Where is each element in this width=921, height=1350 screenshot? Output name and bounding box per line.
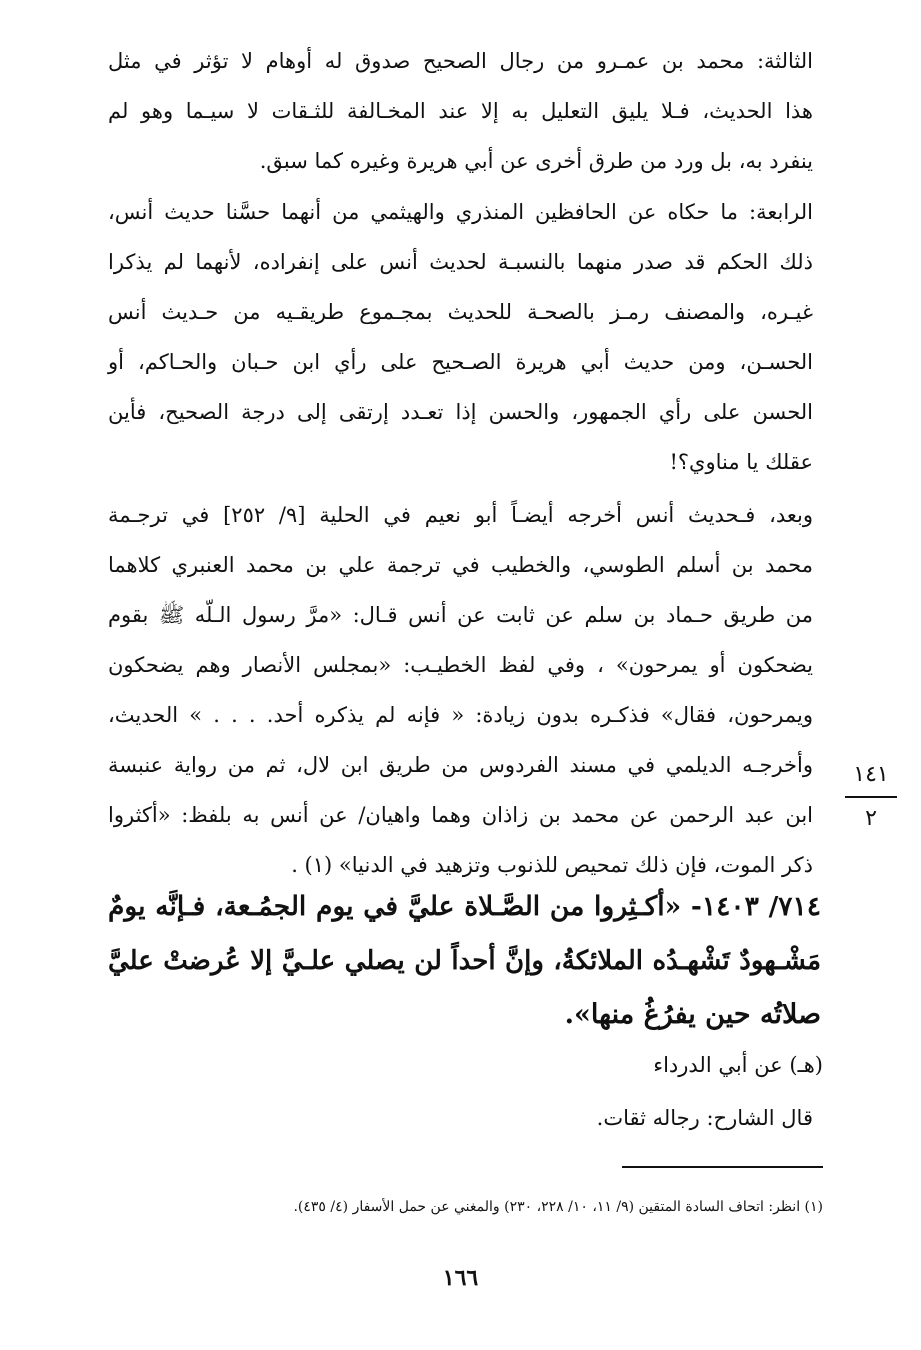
text-line: وبعد، فـحديث أنس أخرجه أيضـاً أبو نعيم في الحلية [٩/ ٢٥٢] في ترجـمة [108, 503, 813, 527]
text-line: الثالثة: محمد بن عمـرو من رجال الصحيح صدوق له أوهام لا تؤثر في مثل [108, 49, 813, 73]
footnote-divider [622, 1166, 823, 1168]
paragraph-additional-narrations [108, 490, 813, 890]
commentator-note: قال الشارح: رجاله ثقات. [596, 1106, 813, 1130]
text-line: ويمرحون، فقال» فذكـره بدون زيادة: « فإنه لم يذكره أحد. . . . » الحديث، [108, 703, 813, 727]
text-line: الحسن على رأي الجمهور، والحسن إذا تعـدد إرتقى إلى درجة الصحيح، فأين [108, 400, 813, 424]
text-line: وأخرجـه الديلمي في مسند الفردوس من طريق ابن لال، ثم من رواية عنبسة [108, 753, 813, 777]
text-line: ابن عبد الرحمن عن محمد بن زاذان وهما واهيان/ عن أنس به بلفظ: «أكثروا [108, 803, 813, 827]
hadith-line: مَشْـهودٌ تَشْهـدُه الملائكةُ، وإنَّ أحداً لن يصلي علـيَّ إلا عُرضتْ عليَّ [108, 946, 821, 976]
hadith-text [108, 880, 821, 1042]
text-line: ينفرد به، بل ورد من طرق أخرى عن أبي هريرة وغيره كما سبق. [259, 149, 813, 173]
footnote: (١) انظر: اتحاف السادة المتقين (٩/ ١١، ١٠/ ٢٢٨، ٢٣٠) والمغني عن حمل الأسفار (٤/ ٤٣٥). [293, 1199, 823, 1215]
text-line: الحسـن، ومن حديث أبي هريرة الصـحيح على رأي ابن حـبان والحـاكم، أو [108, 350, 813, 374]
text-line: محمد بن أسلم الطوسي، والخطيب في ترجمة علي بن محمد العنبري كلاهما [108, 553, 813, 577]
text-line: الرابعة: ما حكاه عن الحافظين المنذري والهيثمي من أنهما حسَّنا حديث أنس، [108, 200, 813, 224]
margin-reference-top: ١٤١ [853, 762, 889, 787]
text-line: غيـره، والمصنف رمـز بالصحـة للحديث بمجـموع طريقـيه من حـديث أنس [108, 300, 813, 324]
text-line: ذكر الموت، فإن ذلك تمحيص للذنوب وتزهيد في الدنيا» (١) . [291, 853, 813, 877]
hadith-line: ٧١٤/ ١٤٠٣- «أكـثِروا من الصَّـلاة عليَّ في يوم الجمُـعة، فـإنَّه يومٌ [108, 891, 821, 922]
text-line: ذلك الحكم قد صدر منهما بالنسبـة لحديث أنس على إنفراده، لأنهما لم يذكرا [108, 250, 813, 274]
hadith-source: (هـ) عن أبي الدرداء [653, 1053, 823, 1077]
margin-reference-divider [845, 796, 897, 798]
text-line: من طريق حـماد بن سلم عن ثابت عن أنس قـال: «مرَّ رسول الـلّه ﷺ بقوم [108, 603, 813, 627]
paragraph-third-point [108, 36, 813, 186]
margin-reference [845, 758, 897, 836]
hadith-line: صلاتُه حين يفرُغُ منها». [564, 999, 821, 1030]
paragraph-fourth-point [108, 187, 813, 487]
text-line: يضحكون أو يمرحون» ، وفي لفظ الخطيـب: «بمجلس الأنصار وهم يضحكون [108, 653, 813, 677]
text-line: هذا الحديث، فـلا يليق التعليل به إلا عند المخـالفة للثـقات لا سيـما وهو لم [108, 99, 813, 123]
margin-reference-bottom: ٢ [865, 806, 877, 831]
text-line: عقلك يا مناوي؟! [669, 450, 813, 474]
page-number: ١٦٦ [442, 1265, 479, 1291]
